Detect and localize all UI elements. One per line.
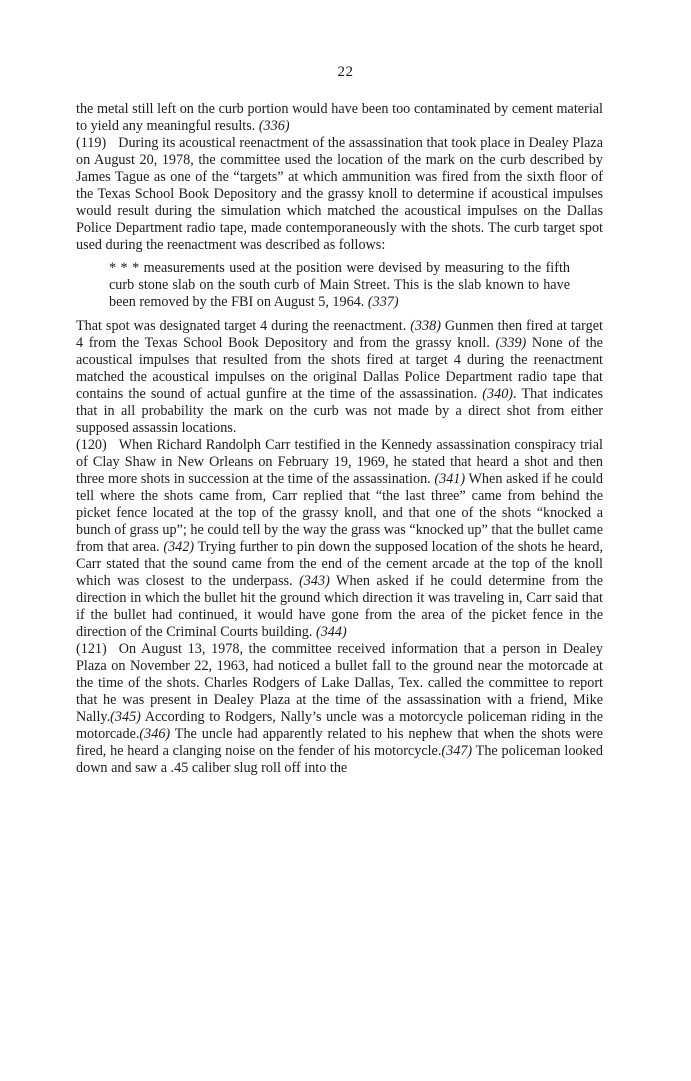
text-segment: The uncle had apparently related to his nephew that when the shots were fired, he heard a clanging noise on the fender of his motorcycle. [76,726,603,759]
paragraph-120 [76,437,603,641]
text-segment: According to Rodgers, Nally’s uncle was a motorcycle policeman riding in the motorcade. [76,709,603,742]
paragraph-target-4 [76,318,603,437]
paragraph-text: During its acoustical reenactment of the assassination that took place in Dealey Plaza on August 20, 1978, the committee used the location of the mark on the curb described by James Tague as one of the “targets” at which ammunition was fired from the sixth floor of the Texas School Book Depository and the grassy knoll to determine if acoustical impulses would result during the simulation which matched the acoustical impulses on the Dallas Police Department radio tape, made contemporaneously with the shots. The curb target spot used during the reenactment was described as follows: [76,135,603,253]
text-segment: That spot was designated target 4 during the reenactment. [76,318,411,334]
text-segment: When asked if he could determine from the direction in which the bullet hit the ground which direction it was traveling in, Carr said that if the bullet had continued, it would have gone from the area of the picket fence in the direction of the Criminal Courts building. [76,573,603,640]
footnote-ref: (340) [482,386,514,402]
footnote-ref: (344) [315,624,347,640]
footnote-ref: (339) [495,335,527,351]
paragraph-text: the metal still left on the curb portion would have been too contaminated by cement material to yield any meaningful results. [76,101,603,134]
footnote-ref: (341) [434,471,466,487]
footnote-ref: (345) [110,709,141,725]
footnote-ref: (336) [258,118,290,134]
text-segment: Gunmen then fired at target 4 from the Texas School Book Depository and from the grassy knoll. [76,318,603,351]
text-segment: None of the acoustical impulses that resulted from the shots fired at target 4 during the reenactment matched the acoustical impulses on the original Dallas Police Department radio tape that contains the sound of actual gunfire at the time of the assassination. [76,335,603,402]
quote-text: * * * measurements used at the position were devised by measuring to the fifth curb stone slab on the south curb of Main Street. This is the slab known to have been removed by the FBI on August 5, 1964. [109,260,570,310]
text-segment: Trying further to pin down the supposed location of the shots he heard, Carr stated that the sound came from the end of the cement arcade at the top of the knoll which was closest to the underpass. [76,539,603,589]
footnote-ref: (347) [441,743,473,759]
footnote-ref: (338) [410,318,441,334]
block-quote [109,260,570,311]
paragraph-continuation [76,101,603,135]
paragraph-number: (119) [76,135,107,151]
paragraph-number: (120) [76,437,107,453]
text-segment: On August 13, 1978, the committee received information that a person in Dealey Plaza on November 22, 1963, had noticed a bullet fall to the ground near the motorcade at the time of the shots. Charles Rodgers of Lake Dallas, Tex. called the committee to report that he was present in Dealey Plaza at the time of the assassination with a friend, Mike Nally. [76,641,603,725]
text-segment: The policeman looked down and saw a .45 caliber slug roll off into the [76,743,603,776]
footnote-ref: (343) [299,573,330,589]
text-segment: . That indicates that in all probability the mark on the curb was not made by a direct shot from either supposed assassin locations. [76,386,604,436]
paragraph-121 [76,641,603,777]
page-number: 22 [337,64,354,80]
footnote-ref: (337) [367,294,399,310]
paragraph-119 [76,135,603,254]
paragraph-number: (121) [76,641,107,657]
footnote-ref: (346) [139,726,171,742]
footnote-ref: (342) [163,539,195,555]
text-segment: When Richard Randolph Carr testified in the Kennedy assassination conspiracy trial of Clay Shaw in New Orleans on February 19, 1969, he stated that heard a shot and then three more shots in succession at the time of the assassination. [76,437,603,487]
body-text [76,101,603,777]
text-segment: When asked if he could tell where the shots came from, Carr replied that “the last three” came from behind the picket fence located at the top of the grassy knoll, and that one of the shots “knocked a bunch of grass up”; he could tell by the way the grass was “knocked up” that the bullet came from that area. [76,471,603,555]
